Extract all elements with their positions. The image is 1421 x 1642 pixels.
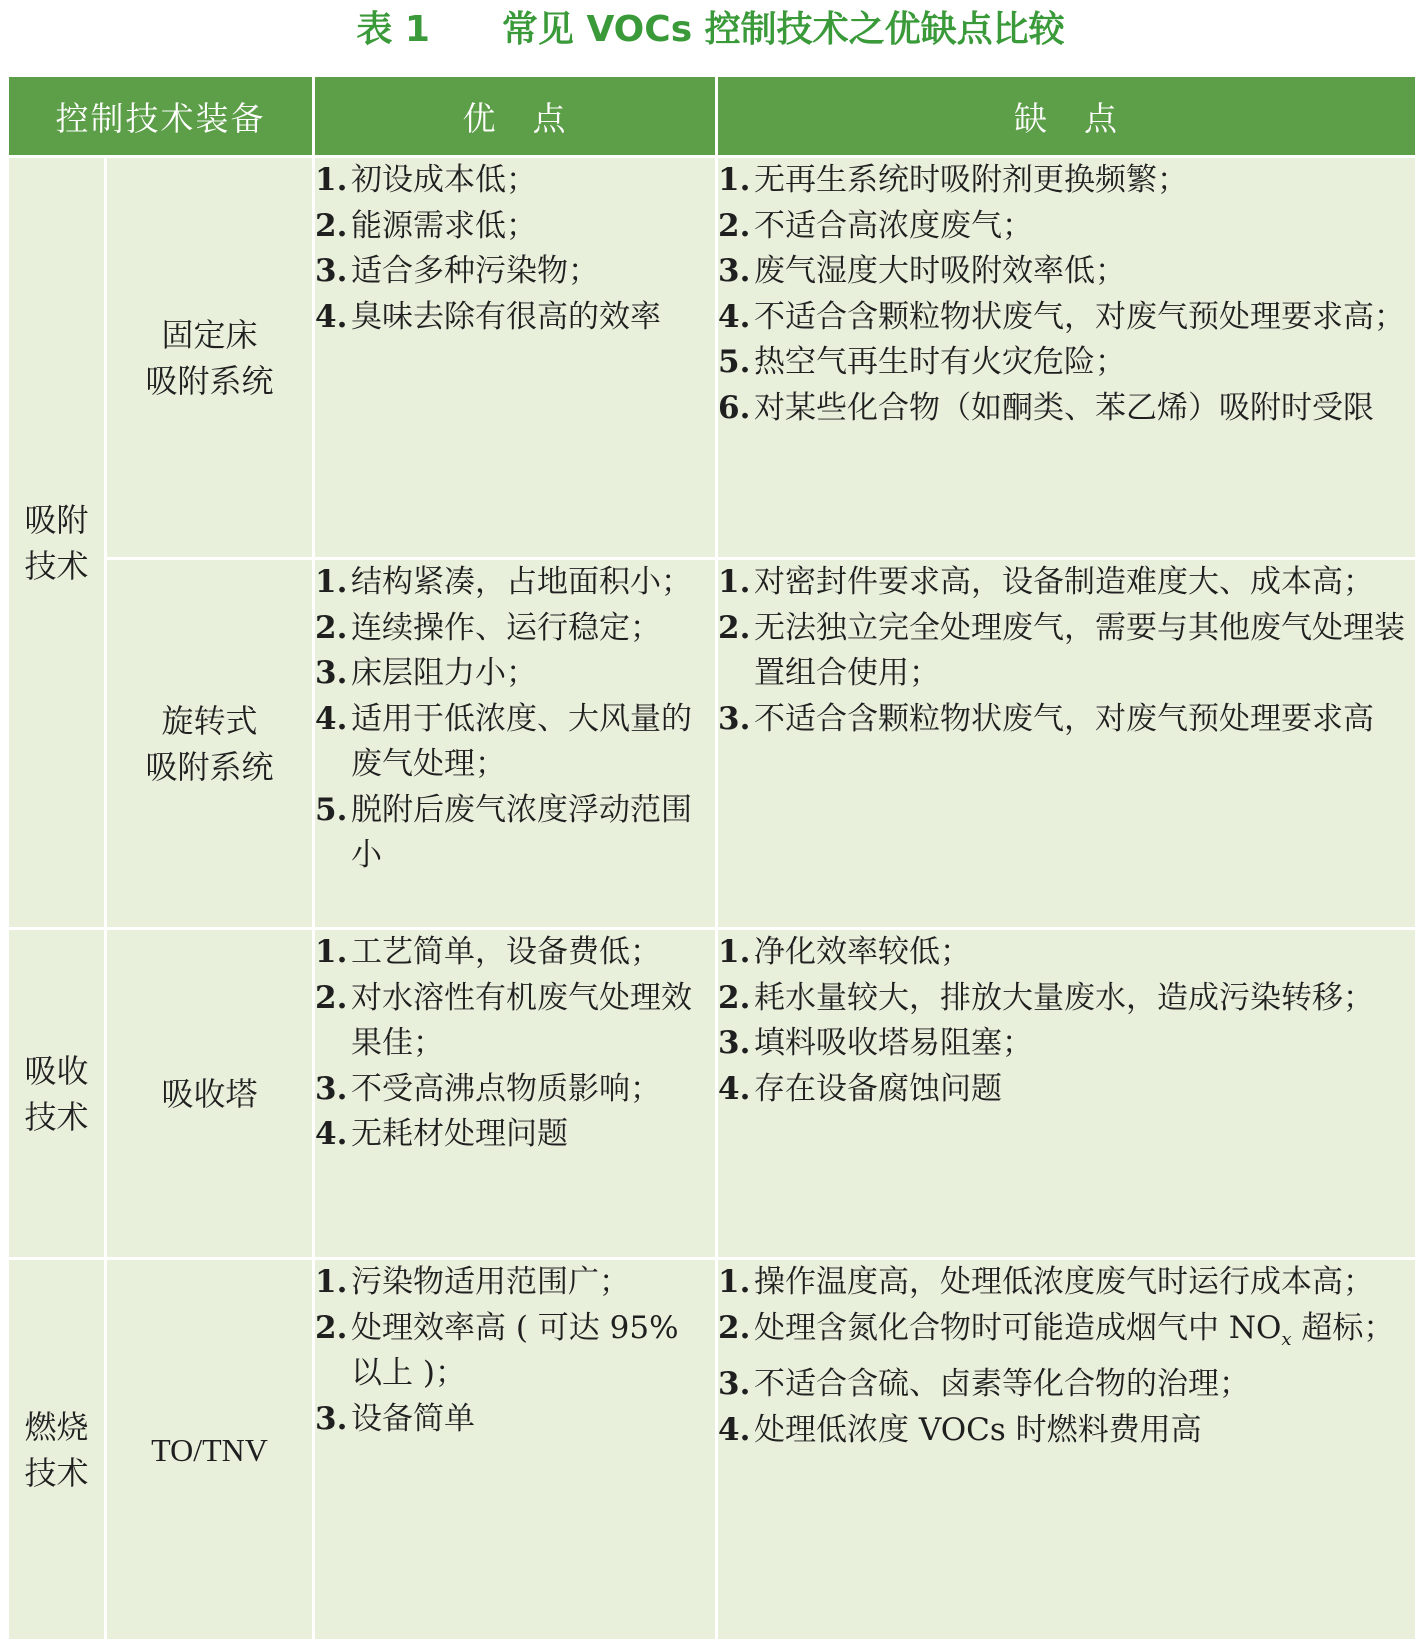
list-item xyxy=(315,697,715,788)
disadvantages-cell xyxy=(717,559,1417,929)
table-row xyxy=(8,929,1417,1259)
header-advantages: 优 点 xyxy=(314,76,717,157)
item-text: 废气湿度大时吸附效率低； xyxy=(754,253,1126,289)
item-number: 2. xyxy=(718,609,751,646)
item-text: 工艺简单，设备费低； xyxy=(351,934,661,970)
list-item xyxy=(718,386,1415,432)
item-text: 操作温度高，处理低浓度废气时运行成本高； xyxy=(754,1264,1374,1300)
item-text: 脱附后废气浓度浮动范围小 xyxy=(351,791,692,873)
equipment-cell xyxy=(106,929,314,1259)
equipment-line: 吸收塔 xyxy=(161,1074,258,1113)
item-number: 2. xyxy=(315,1309,348,1346)
list-item xyxy=(718,249,1415,295)
list-item xyxy=(718,976,1415,1022)
list-item xyxy=(315,204,715,250)
list-item xyxy=(315,930,715,976)
item-text: 对某些化合物（如酮类、苯乙烯）吸附时受限 xyxy=(754,389,1374,426)
list-item xyxy=(718,606,1415,697)
item-number: 1. xyxy=(315,564,348,600)
list-item xyxy=(718,1067,1415,1113)
table-row xyxy=(8,559,1417,929)
item-text: 对密封件要求高，设备制造难度大、成本高； xyxy=(754,564,1374,600)
category-line: 吸收 xyxy=(24,1051,89,1090)
item-number: 5. xyxy=(315,791,348,828)
item-number: 4. xyxy=(718,298,751,335)
category-cell xyxy=(8,157,106,929)
list-item xyxy=(315,560,715,606)
item-number: 1. xyxy=(315,162,348,198)
item-text: 耗水量较大，排放大量废水，造成污染转移； xyxy=(754,979,1374,1016)
item-text: 适用于低浓度、大风量的废气处理； xyxy=(351,700,692,782)
header-row xyxy=(8,76,1417,157)
item-number: 1. xyxy=(718,1264,751,1300)
item-number: 5. xyxy=(718,344,751,380)
list-item xyxy=(315,249,715,295)
item-text: 连续操作、运行稳定； xyxy=(351,609,661,646)
list-item xyxy=(718,1408,1415,1454)
list-item xyxy=(315,651,715,697)
item-text: 结构紧凑，占地面积小； xyxy=(351,564,692,600)
equipment-line: 吸附系统 xyxy=(145,747,274,786)
category-line: 技术 xyxy=(24,546,89,585)
item-text: 床层阻力小； xyxy=(351,655,537,691)
item-text: 处理含氮化合物时可能造成烟气中 NO xyxy=(754,1309,1282,1346)
item-number: 3. xyxy=(718,253,751,289)
item-number: 1. xyxy=(315,1264,348,1300)
list-item xyxy=(718,340,1415,386)
header-equipment: 控制技术装备 xyxy=(8,76,314,157)
item-text: 无再生系统时吸附剂更换频繁； xyxy=(754,162,1188,198)
item-text: 适合多种污染物； xyxy=(351,253,599,289)
item-text: 设备简单 xyxy=(351,1400,475,1437)
item-text: 臭味去除有很高的效率 xyxy=(351,298,661,335)
item-text: 无法独立完全处理废气，需要与其他废气处理装置组合使用； xyxy=(754,609,1405,691)
item-text: 热空气再生时有火灾危险； xyxy=(754,344,1126,380)
list-item xyxy=(718,560,1415,606)
category-line: 燃烧 xyxy=(24,1407,89,1446)
item-text: 不适合含硫、卤素等化合物的治理； xyxy=(754,1366,1250,1403)
item-number: 3. xyxy=(718,1025,751,1061)
list-item xyxy=(315,976,715,1067)
category-cell xyxy=(8,1259,106,1641)
item-number: 3. xyxy=(718,1366,751,1403)
list-item xyxy=(315,1306,715,1397)
item-number: 3. xyxy=(315,655,348,691)
advantages-cell xyxy=(314,929,717,1259)
item-text: 不适合高浓度废气； xyxy=(754,207,1033,244)
header-disadvantages: 缺 点 xyxy=(717,76,1417,157)
item-number: 6. xyxy=(718,389,751,426)
list-item xyxy=(315,788,715,879)
item-text: 无耗材处理问题 xyxy=(351,1116,568,1152)
item-number: 4. xyxy=(315,1116,348,1152)
item-text: 污染物适用范围广； xyxy=(351,1264,630,1300)
item-number: 4. xyxy=(315,298,348,335)
item-number: 3. xyxy=(718,700,751,737)
list-item xyxy=(718,1021,1415,1067)
item-number: 2. xyxy=(718,207,751,244)
list-item xyxy=(718,697,1415,743)
item-number: 3. xyxy=(315,1400,348,1437)
item-number: 2. xyxy=(315,207,348,244)
category-line: 吸附 xyxy=(24,500,89,539)
equipment-line: TO/TNV xyxy=(151,1431,268,1468)
comparison-table xyxy=(6,74,1418,1642)
equipment-cell xyxy=(106,1259,314,1641)
list-item xyxy=(718,930,1415,976)
item-subscript: x xyxy=(1281,1328,1292,1350)
advantages-cell xyxy=(314,559,717,929)
item-number: 2. xyxy=(315,979,348,1016)
list-item xyxy=(315,1260,715,1306)
equipment-cell xyxy=(106,559,314,929)
equipment-cell xyxy=(106,157,314,559)
item-text: 存在设备腐蚀问题 xyxy=(754,1070,1002,1107)
item-number: 3. xyxy=(315,253,348,289)
list-item xyxy=(718,1306,1415,1363)
table-row xyxy=(8,1259,1417,1641)
list-item xyxy=(315,1112,715,1158)
equipment-line: 固定床 xyxy=(161,315,258,354)
item-number: 1. xyxy=(718,934,751,970)
item-text: 对水溶性有机废气处理效果佳； xyxy=(351,979,692,1061)
category-cell xyxy=(8,929,106,1259)
item-text: 净化效率较低； xyxy=(754,934,971,970)
item-number: 1. xyxy=(718,162,751,198)
table-title: 表 1 常见 VOCs 控制技术之优缺点比较 xyxy=(356,9,1065,50)
item-number: 4. xyxy=(315,700,348,737)
list-item xyxy=(315,158,715,204)
item-text: 能源需求低； xyxy=(351,207,537,244)
item-text: 处理效率高 ( 可达 95% 以上 )； xyxy=(351,1309,679,1391)
list-item xyxy=(315,1067,715,1113)
list-item xyxy=(718,1362,1415,1408)
item-number: 1. xyxy=(315,934,348,970)
list-item xyxy=(718,204,1415,250)
advantages-cell xyxy=(314,1259,717,1641)
list-item xyxy=(315,1397,715,1443)
category-line: 技术 xyxy=(24,1097,89,1136)
item-text: 填料吸收塔易阻塞； xyxy=(754,1025,1033,1061)
item-number: 3. xyxy=(315,1070,348,1107)
item-text: 不适合含颗粒物状废气，对废气预处理要求高； xyxy=(754,298,1405,335)
equipment-line: 旋转式 xyxy=(161,701,258,740)
item-text: 初设成本低； xyxy=(351,162,537,198)
item-number: 4. xyxy=(718,1070,751,1107)
item-text: 不受高沸点物质影响； xyxy=(351,1070,661,1107)
equipment-line: 吸附系统 xyxy=(145,361,274,400)
list-item xyxy=(718,295,1415,341)
advantages-cell xyxy=(314,157,717,559)
disadvantages-cell xyxy=(717,929,1417,1259)
item-number: 1. xyxy=(718,564,751,600)
list-item xyxy=(718,158,1415,204)
category-line: 技术 xyxy=(24,1453,89,1492)
list-item xyxy=(718,1260,1415,1306)
item-text: 不适合含颗粒物状废气，对废气预处理要求高 xyxy=(754,700,1374,737)
item-text-tail: 超标； xyxy=(1291,1309,1395,1346)
item-number: 4. xyxy=(718,1411,751,1448)
item-text: 处理低浓度 VOCs 时燃料费用高 xyxy=(754,1411,1202,1448)
list-item xyxy=(315,295,715,341)
disadvantages-cell xyxy=(717,157,1417,559)
table-row xyxy=(8,157,1417,559)
item-number: 2. xyxy=(315,609,348,646)
item-number: 2. xyxy=(718,979,751,1016)
disadvantages-cell xyxy=(717,1259,1417,1641)
item-number: 2. xyxy=(718,1309,751,1346)
list-item xyxy=(315,606,715,652)
